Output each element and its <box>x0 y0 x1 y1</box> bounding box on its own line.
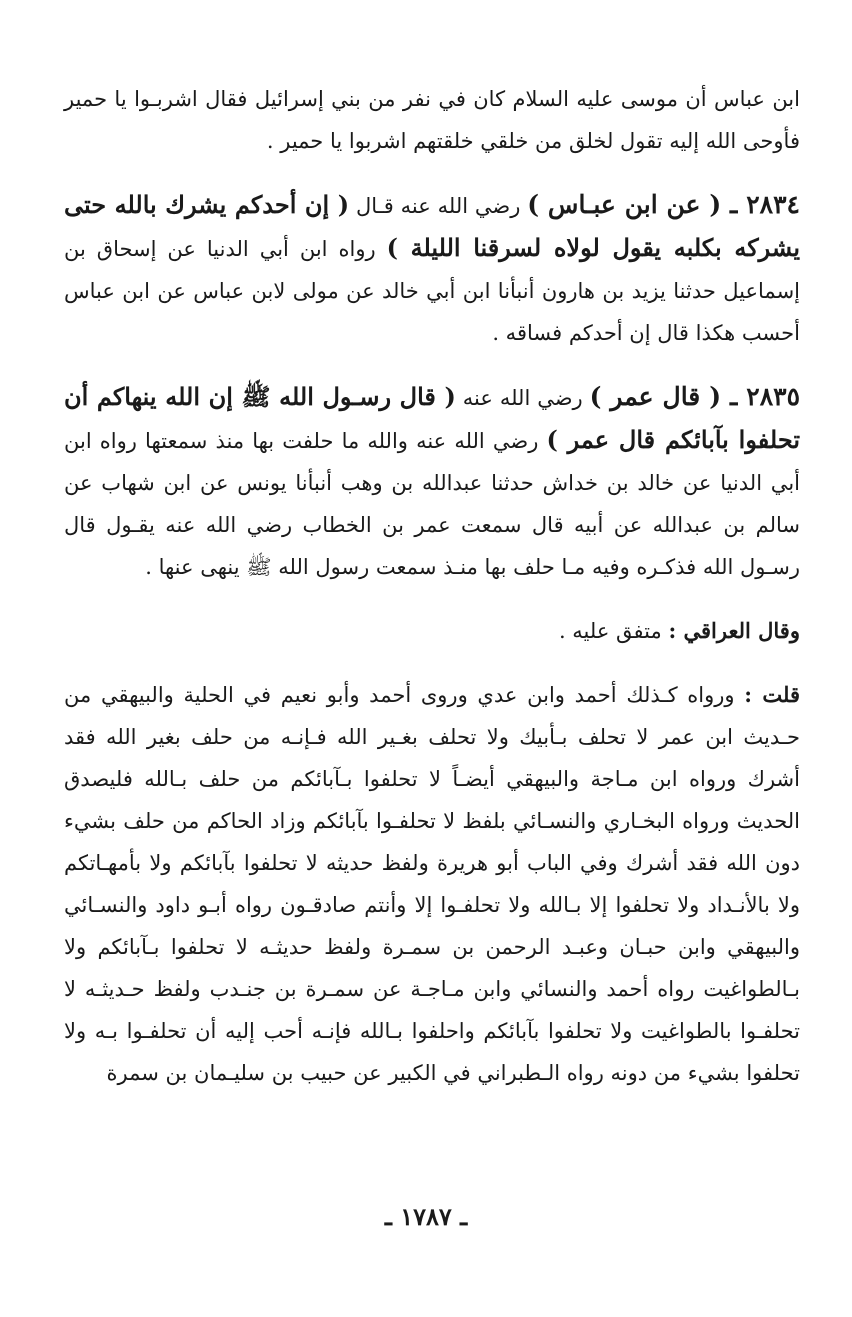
hadith-quote: ( إن أحدكم يشرك بالله حتى يشركه بكلبه يقول لولاه لسرقنا الليلة ) <box>64 190 801 262</box>
commentary-label: قلت : <box>744 682 800 707</box>
honorific-text: رضي الله عنه <box>455 386 590 410</box>
commentary-text: ورواه كـذلك أحمد وابن عدي وروى أحمد وأبو نعيم في الحلية والبيهقي من حـديث ابن عمر لا تحلف بـأبيك ولا تحلف بغـير الله فـإنـه من حلف بغير الله فقد أشرك ورواه ابن مـاجة والبيهقي أيضـاً لا تحلفوا بـآبائكم من حلف بـالله فليصدق الحديث ورواه البخـاري والنسـائي بلفظ لا تحلفـوا بآبائكم وزاد الحاكم من حلف بشيء دون الله فقد أشرك وفي الباب أبو هريرة ولفظ حديثه لا تحلفوا بآبائكم ولا بأمهـاتكم ولا بالأنـداد ولا تحلفوا إلا بـالله ولا تحلفـوا إلا وأنتم صادقـون رواه أبـو داود والنسـائي والبيهقي وابن حبـان وعبـد الرحمن بن سمـرة ولفظ حديثـه لا تحلفوا بـآبائكم ولا بـالطواغيت رواه أحمد والنسائي وابن مـاجـة عن سمـرة بن جنـدب ولفظ حـديثـه لا تحلفـوا بالطواغيت ولا تحلفوا بآبائكم واحلفوا بـالله فإنـه أحب إليه أن تحلفـوا بـه ولا تحلفوا بشيء من دونه رواه الـطبراني في الكبير عن حبيب بن سليـمان بن سمرة <box>64 683 800 1085</box>
paragraph-text: ابن عباس أن موسى عليه السلام كان في نفر من بني إسرائيل فقال اشربـوا يا حمير فأوحى الله إليه تقول لخلق من خلقي خلقتهم اشربوا يا حمير . <box>64 87 800 153</box>
note-text: متفق عليه . <box>558 619 669 643</box>
hadith-2834 <box>64 184 800 354</box>
author-commentary <box>64 674 800 1094</box>
note-label: وقال العراقي : <box>668 618 800 643</box>
hadith-2835 <box>64 376 800 588</box>
honorific-text: رضي الله عنه قـال <box>349 194 528 218</box>
hadith-commentary: رواه ابن أبي الدنيا عن إسحاق بن إسماعيل حدثنا يزيد بن هارون أنبأنا ابن أبي خالد عن مولى لابن عباس عن ابن عباس أحسب هكذا قال إن أحدكم فساقه . <box>64 237 800 345</box>
page-number: ـ ١٧٨٧ ـ <box>384 1202 468 1231</box>
hadith-number-heading: ٢٨٣٤ ـ ( عن ابن عبـاس ) <box>527 190 800 219</box>
hadith-number-heading: ٢٨٣٥ ـ ( قال عمر ) <box>589 382 800 411</box>
iraqi-note <box>64 610 800 652</box>
page-body <box>64 78 800 1094</box>
hadith-commentary: رضي الله عنه والله ما حلفت بها منذ سمعتها رواه ابن أبي الدنيا عن خالد بن خداش حدثنا عبدالله بن وهب أنبأنا يونس عن ابن شهاب عن سالم بن عبدالله عن أبيه قال سمعت عمر بن الخطاب رضي الله عنه يقـول قال رسـول الله فذكـره وفيه مـا حلف بها منـذ سمعت رسول الله ﷺ ينهى عنها . <box>64 429 800 579</box>
paragraph-continuation <box>64 78 800 162</box>
hadith-quote: ( قال رسـول الله ﷺ إن الله ينهاكم أن تحلفوا بآبائكم قال عمر ) <box>64 382 800 454</box>
